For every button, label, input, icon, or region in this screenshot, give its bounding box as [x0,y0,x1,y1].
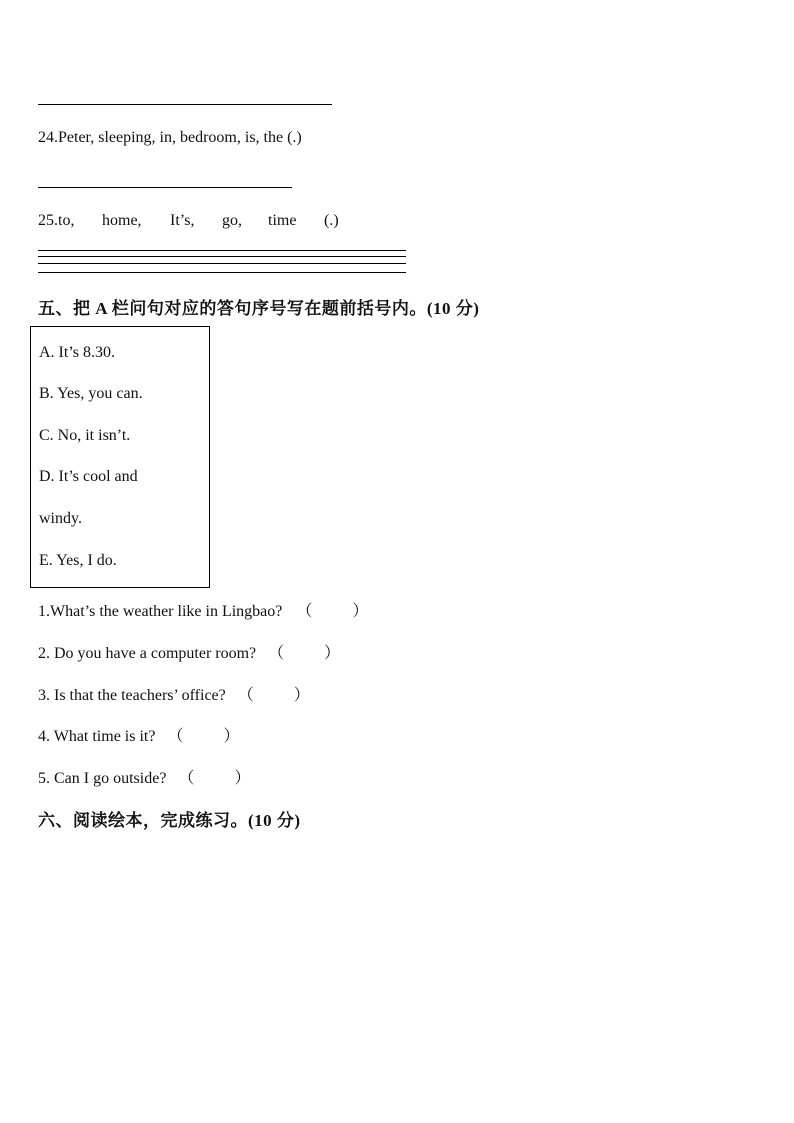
q25-word: 25.to, [38,212,75,229]
match-question-3 [38,682,310,705]
answer-line-24[interactable] [38,187,292,188]
question-24: 24.Peter, sleeping, in, bedroom, is, the (.) [38,129,302,146]
q25-word: go, [222,212,242,229]
match-question-2 [38,640,340,663]
bracket-close: ） [223,728,240,745]
match-question-text: 1.What’s the weather like in Lingbao? [38,603,283,620]
options-box [30,326,210,588]
bracket-open: （ [237,687,254,704]
answer-line-25d[interactable] [38,272,406,273]
answer-bracket[interactable] [296,603,368,620]
bracket-close: ） [234,770,251,787]
bracket-close: ） [324,645,341,662]
q25-word: It’s, [170,212,195,229]
option-d-continued: windy. [39,510,82,527]
option-d: D. It’s cool and [39,468,138,485]
answer-line-25b[interactable] [38,256,406,257]
bracket-close: ） [352,603,369,620]
match-question-text: 5. Can I go outside? [38,770,167,787]
q25-word: home, [102,212,142,229]
bracket-open: （ [296,603,313,620]
q25-word: (.) [324,212,339,229]
match-question-text: 2. Do you have a computer room? [38,645,257,662]
q25-word: time [268,212,297,229]
answer-line-25c[interactable] [38,263,406,264]
section-6-heading: 六、阅读绘本，完成练习。(10 分) [38,811,301,830]
option-b: B. Yes, you can. [39,385,143,402]
section-5-heading: 五、把 A 栏问句对应的答句序号写在题前括号内。(10 分) [38,299,480,318]
answer-bracket[interactable] [167,728,239,745]
bracket-open: （ [178,770,195,787]
answer-bracket[interactable] [178,770,250,787]
bracket-open: （ [268,645,285,662]
answer-bracket[interactable] [238,687,310,704]
option-a: A. It’s 8.30. [39,344,115,361]
answer-line-25a[interactable] [38,250,406,251]
match-question-1 [38,598,368,621]
option-e: E. Yes, I do. [39,552,117,569]
option-c: C. No, it isn’t. [39,427,131,444]
match-question-text: 3. Is that the teachers’ office? [38,687,226,704]
answer-bracket[interactable] [268,645,340,662]
match-question-5 [38,765,250,788]
match-question-text: 4. What time is it? [38,728,156,745]
match-question-4 [38,723,240,746]
bracket-close: ） [293,687,310,704]
bracket-open: （ [167,728,184,745]
answer-line-23[interactable] [38,104,332,105]
